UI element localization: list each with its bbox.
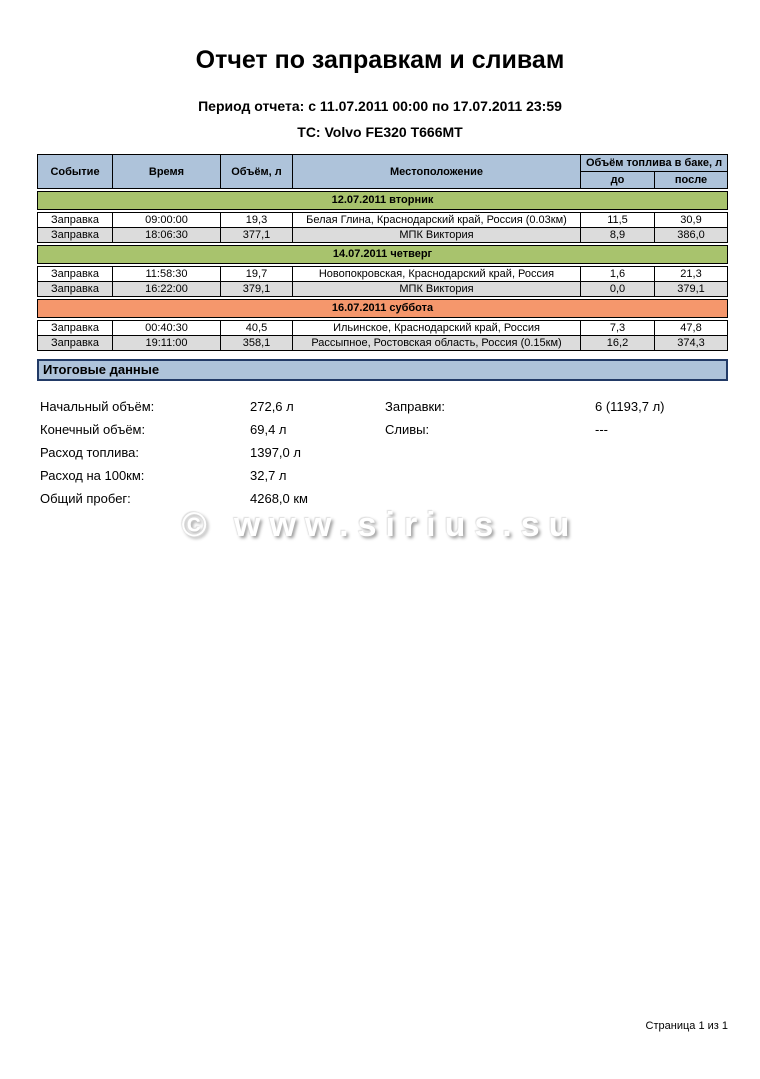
cell-time: 19:11:00	[113, 336, 221, 351]
summary-label: Заправки:	[385, 399, 446, 414]
summary-label: Сливы:	[385, 422, 430, 437]
cell-volume: 379,1	[221, 282, 293, 297]
cell-time: 16:22:00	[113, 282, 221, 297]
cell-time: 09:00:00	[113, 213, 221, 228]
summary-label: Общий пробег:	[40, 491, 131, 506]
summary-block	[40, 395, 760, 510]
summary-value: 6 (1193,7 л)	[595, 399, 665, 414]
table-row	[38, 321, 728, 336]
report-title: Отчет по заправкам и сливам	[195, 46, 565, 74]
cell-location: Белая Глина, Краснодарский край, Россия (0.03км)	[293, 213, 581, 228]
section-date-banner: 12.07.2011 вторник	[37, 191, 728, 210]
watermark: © www.sirius.su	[181, 506, 579, 544]
cell-volume: 358,1	[221, 336, 293, 351]
cell-time: 18:06:30	[113, 228, 221, 243]
section-date-banner: 14.07.2011 четверг	[37, 245, 728, 264]
table-row	[38, 267, 728, 282]
summary-value: 32,7 л	[250, 468, 287, 483]
cell-event: Заправка	[38, 336, 113, 351]
cell-event: Заправка	[38, 228, 113, 243]
section-rows	[37, 320, 728, 351]
col-header-event: Событие	[38, 155, 113, 189]
cell-after: 47,8	[655, 321, 728, 336]
cell-location: Рассыпное, Ростовская область, Россия (0.15км)	[293, 336, 581, 351]
table-row	[38, 213, 728, 228]
summary-value: 1397,0 л	[250, 445, 301, 460]
summary-label: Конечный объём:	[40, 422, 146, 437]
cell-after: 30,9	[655, 213, 728, 228]
vehicle-name: ТС: Volvo FE320 Т666МТ	[297, 124, 463, 140]
summary-value: ---	[595, 422, 608, 437]
cell-volume: 40,5	[221, 321, 293, 336]
summary-row	[40, 418, 760, 441]
cell-event: Заправка	[38, 267, 113, 282]
cell-time: 11:58:30	[113, 267, 221, 282]
summary-label: Расход топлива:	[40, 445, 139, 460]
cell-location: Ильинское, Краснодарский край, Россия	[293, 321, 581, 336]
cell-location: МПК Виктория	[293, 228, 581, 243]
table-row	[38, 336, 728, 351]
section-rows	[37, 212, 728, 243]
cell-after: 386,0	[655, 228, 728, 243]
cell-before: 11,5	[581, 213, 655, 228]
table-row	[38, 282, 728, 297]
section-rows	[37, 266, 728, 297]
col-header-after: после	[655, 172, 728, 189]
section-date-banner: 16.07.2011 суббота	[37, 299, 728, 318]
cell-event: Заправка	[38, 321, 113, 336]
cell-location: Новопокровская, Краснодарский край, Россия	[293, 267, 581, 282]
summary-label: Начальный объём:	[40, 399, 155, 414]
table-row	[38, 228, 728, 243]
cell-event: Заправка	[38, 213, 113, 228]
summary-label: Расход на 100км:	[40, 468, 145, 483]
events-table	[37, 154, 728, 351]
cell-location: МПК Виктория	[293, 282, 581, 297]
cell-event: Заправка	[38, 282, 113, 297]
col-header-tank: Объём топлива в баке, л	[581, 155, 728, 172]
page-number: Страница 1 из 1	[645, 1020, 728, 1032]
cell-before: 7,3	[581, 321, 655, 336]
summary-row	[40, 395, 760, 418]
cell-volume: 19,7	[221, 267, 293, 282]
summary-value: 272,6 л	[250, 399, 294, 414]
cell-after: 21,3	[655, 267, 728, 282]
cell-before: 0,0	[581, 282, 655, 297]
col-header-location: Местоположение	[293, 155, 581, 189]
col-header-time: Время	[113, 155, 221, 189]
cell-volume: 377,1	[221, 228, 293, 243]
cell-after: 374,3	[655, 336, 728, 351]
cell-before: 1,6	[581, 267, 655, 282]
col-header-volume: Объём, л	[221, 155, 293, 189]
summary-row	[40, 441, 760, 464]
cell-time: 00:40:30	[113, 321, 221, 336]
cell-before: 8,9	[581, 228, 655, 243]
col-header-before: до	[581, 172, 655, 189]
summary-value: 69,4 л	[250, 422, 287, 437]
summary-heading: Итоговые данные	[37, 359, 728, 381]
summary-row	[40, 464, 760, 487]
summary-value: 4268,0 км	[250, 491, 308, 506]
cell-before: 16,2	[581, 336, 655, 351]
report-period: Период отчета: с 11.07.2011 00:00 по 17.07.2011 23:59	[198, 98, 562, 114]
events-table-header	[37, 154, 728, 189]
cell-volume: 19,3	[221, 213, 293, 228]
cell-after: 379,1	[655, 282, 728, 297]
